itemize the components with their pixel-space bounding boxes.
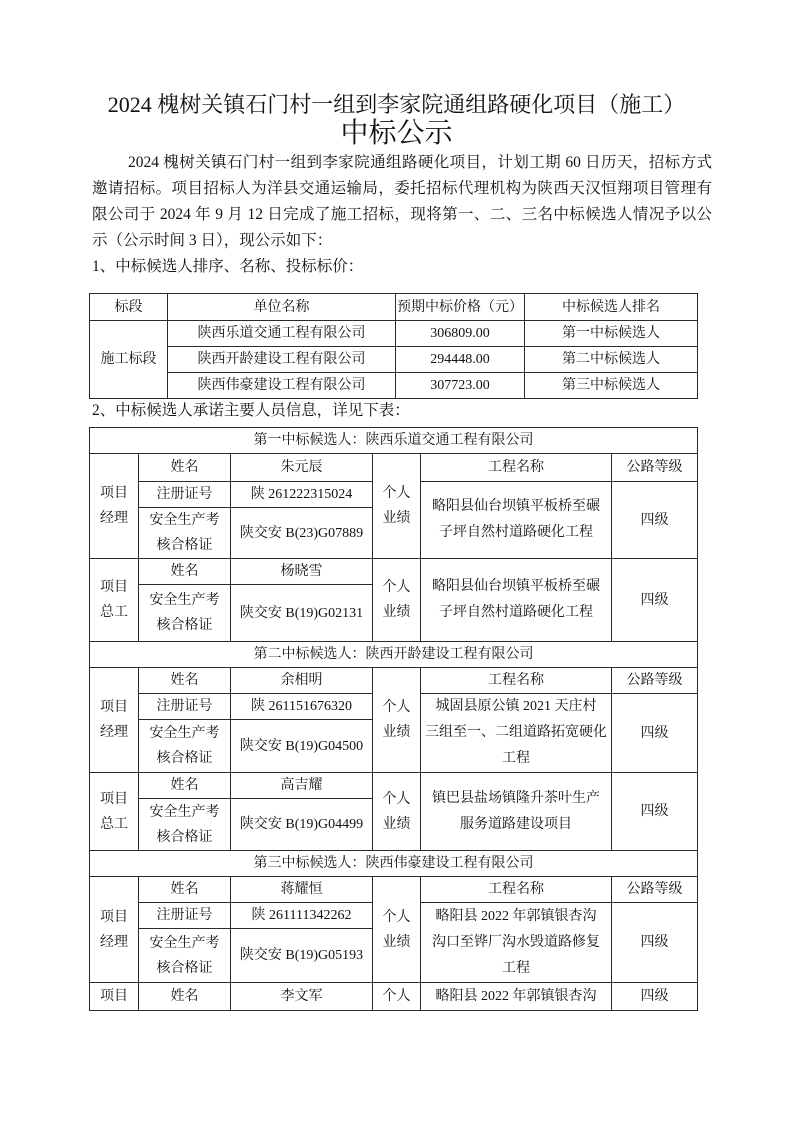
performance-label: 个人 — [373, 983, 421, 1011]
safety-cert-label — [139, 929, 231, 983]
candidate-header: 第一中标候选人：陕西乐道交通工程有限公司 — [90, 428, 698, 454]
road-grade-header: 公路等级 — [612, 454, 698, 482]
name-value: 杨晓雪 — [231, 559, 373, 585]
safety-cert-value: 陕交安 B(19)G05193 — [231, 929, 373, 983]
intro-line: 限公司于 2024 年 9 月 12 日完成了施工招标，现将第一、二、三名中标候选人情况予以公 — [92, 206, 712, 223]
reg-no-value: 陕 261222315024 — [231, 482, 373, 508]
name-value: 朱元辰 — [231, 454, 373, 482]
name-value: 李文军 — [231, 983, 373, 1011]
road-grade-value: 四级 — [612, 983, 698, 1011]
table-row — [90, 559, 698, 585]
company-cell: 陕西开龄建设工程有限公司 — [168, 347, 396, 373]
candidate-header-row — [90, 428, 698, 454]
table-row — [90, 983, 698, 1011]
project-name-line: 子坪自然村道路硬化工程 — [439, 605, 593, 620]
role-text: 总工 — [100, 605, 128, 620]
safety-cert-label-text: 核合格证 — [156, 829, 213, 845]
project-name-value — [421, 694, 612, 773]
role-text: 项目 — [100, 580, 128, 595]
reg-no-value: 陕 261151676320 — [231, 694, 373, 720]
role-cell — [90, 773, 139, 851]
role-text: 项目 — [100, 486, 128, 501]
role-cell: 项目 — [90, 983, 139, 1011]
segment-cell: 施工标段 — [90, 321, 168, 399]
safety-cert-value: 陕交安 B(19)G04500 — [231, 720, 373, 773]
name-label: 姓名 — [139, 773, 231, 799]
company-cell: 陕西乐道交通工程有限公司 — [168, 321, 396, 347]
role-text: 总工 — [100, 816, 128, 832]
intro-paragraph — [92, 150, 712, 254]
intro-line: 邀请招标。项目招标人为洋县交通运输局，委托招标代理机构为陕西天汉恒翔项目管理有 — [92, 180, 712, 197]
safety-cert-label — [139, 585, 231, 642]
performance-text: 个人 — [382, 700, 411, 715]
safety-cert-label — [139, 799, 231, 851]
rank-cell: 第二中标候选人 — [525, 347, 698, 373]
name-label: 姓名 — [139, 983, 231, 1011]
road-grade-value: 四级 — [612, 694, 698, 773]
table-row — [90, 668, 698, 694]
performance-text: 业绩 — [382, 934, 411, 950]
table-row — [90, 373, 698, 399]
safety-cert-label-text: 核合格证 — [156, 960, 213, 976]
performance-text: 个人 — [382, 791, 411, 807]
project-name-line: 工程 — [502, 751, 530, 766]
price-cell: 294448.00 — [396, 347, 525, 373]
role-text: 经理 — [100, 725, 128, 740]
column-header-price: 预期中标价格（元） — [396, 294, 525, 321]
column-header-segment: 标段 — [90, 294, 168, 321]
performance-text: 业绩 — [382, 511, 411, 526]
role-cell — [90, 877, 139, 983]
project-name-line: 略阳县仙台坝镇平板桥至碾 — [432, 579, 600, 594]
price-cell: 306809.00 — [396, 321, 525, 347]
project-name-value — [421, 773, 612, 851]
column-header-company: 单位名称 — [168, 294, 396, 321]
candidate-header-row — [90, 642, 698, 668]
company-cell: 陕西伟豪建设工程有限公司 — [168, 373, 396, 399]
safety-cert-label-text: 核合格证 — [156, 538, 213, 553]
column-header-rank: 中标候选人排名 — [525, 294, 698, 321]
project-name-line: 工程 — [502, 960, 530, 976]
road-grade-value: 四级 — [612, 903, 698, 983]
name-label: 姓名 — [139, 559, 231, 585]
project-name-value — [421, 482, 612, 559]
reg-no-label: 注册证号 — [139, 903, 231, 929]
reg-no-value: 陕 261111342262 — [231, 903, 373, 929]
safety-cert-label-text: 安全生产考 — [149, 513, 220, 528]
safety-cert-label-text: 安全生产考 — [149, 804, 220, 820]
personnel-table — [89, 427, 698, 1011]
road-grade-value: 四级 — [612, 559, 698, 642]
reg-no-label: 注册证号 — [139, 694, 231, 720]
performance-text: 业绩 — [382, 605, 411, 620]
table-row — [90, 321, 698, 347]
project-name-header: 工程名称 — [421, 668, 612, 694]
safety-cert-label-text: 安全生产考 — [149, 935, 220, 951]
intro-line: 示（公示时间 3 日），现公示如下： — [92, 232, 333, 249]
road-grade-header: 公路等级 — [612, 877, 698, 903]
project-name-line: 子坪自然村道路硬化工程 — [439, 525, 593, 540]
rank-cell: 第三中标候选人 — [525, 373, 698, 399]
performance-text: 业绩 — [382, 816, 411, 832]
project-name-value — [421, 903, 612, 983]
role-text: 项目 — [100, 700, 128, 715]
table-row — [90, 347, 698, 373]
project-name-line: 略阳县 2022 年郭镇银杏沟 — [435, 908, 597, 924]
table-row — [90, 773, 698, 799]
project-name-line: 沟口至铧厂沟水毁道路修复 — [432, 934, 600, 950]
road-grade-header: 公路等级 — [612, 668, 698, 694]
table-row — [90, 454, 698, 482]
role-text: 经理 — [100, 511, 128, 526]
role-text: 项目 — [100, 791, 128, 807]
performance-text: 个人 — [382, 486, 411, 501]
section-heading-ranking: 1、中标候选人排序、名称、投标标价： — [92, 258, 364, 275]
performance-label — [373, 773, 421, 851]
name-value: 余相明 — [231, 668, 373, 694]
candidate-header-row — [90, 851, 698, 877]
performance-text: 个人 — [382, 909, 411, 925]
name-value: 蒋耀恒 — [231, 877, 373, 903]
safety-cert-label-text: 安全生产考 — [149, 726, 220, 742]
performance-label — [373, 877, 421, 983]
safety-cert-value: 陕交安 B(23)G07889 — [231, 508, 373, 559]
role-text: 经理 — [100, 934, 128, 950]
document-title: 2024 槐树关镇石门村一组到李家院通组路硬化项目（施工） — [107, 92, 686, 117]
project-name-header: 工程名称 — [421, 877, 612, 903]
road-grade-value: 四级 — [612, 773, 698, 851]
name-label: 姓名 — [139, 454, 231, 482]
document-subtitle: 中标公示 — [340, 118, 453, 149]
safety-cert-value: 陕交安 B(19)G04499 — [231, 799, 373, 851]
rank-cell: 第一中标候选人 — [525, 321, 698, 347]
project-name-value: 略阳县 2022 年郭镇银杏沟 — [421, 983, 612, 1011]
project-name-line: 三组至一、二组道路拓宽硬化 — [425, 725, 607, 740]
name-label: 姓名 — [139, 877, 231, 903]
section-heading-personnel: 2、中标候选人承诺主要人员信息，详见下表： — [92, 402, 410, 419]
safety-cert-label-text: 核合格证 — [156, 751, 213, 767]
name-value: 高吉耀 — [231, 773, 373, 799]
intro-line: 2024 槐树关镇石门村一组到李家院通组路硬化项目，计划工期 60 日历天，招标方式 — [128, 154, 712, 171]
project-name-line: 略阳县仙台坝镇平板桥至碾 — [432, 499, 600, 514]
project-name-line: 城固县原公镇 2021 天庄村 — [435, 699, 597, 714]
role-text: 项目 — [100, 909, 128, 925]
role-cell — [90, 559, 139, 642]
road-grade-value: 四级 — [612, 482, 698, 559]
safety-cert-value: 陕交安 B(19)G02131 — [231, 585, 373, 642]
candidate-header: 第三中标候选人：陕西伟豪建设工程有限公司 — [90, 851, 698, 877]
performance-label — [373, 668, 421, 773]
performance-label — [373, 559, 421, 642]
project-name-value — [421, 559, 612, 642]
ranking-table — [89, 293, 698, 399]
role-cell — [90, 454, 139, 559]
safety-cert-label — [139, 720, 231, 773]
reg-no-label: 注册证号 — [139, 482, 231, 508]
safety-cert-label-text: 核合格证 — [156, 618, 213, 633]
performance-label — [373, 454, 421, 559]
table-row — [90, 877, 698, 903]
safety-cert-label — [139, 508, 231, 559]
price-cell: 307723.00 — [396, 373, 525, 399]
project-name-line: 镇巴县盐场镇隆升茶叶生产 — [432, 790, 600, 806]
project-name-header: 工程名称 — [421, 454, 612, 482]
performance-text: 个人 — [382, 580, 411, 595]
safety-cert-label-text: 安全生产考 — [149, 593, 220, 608]
performance-text: 业绩 — [382, 725, 411, 740]
project-name-line: 服务道路建设项目 — [460, 816, 572, 832]
candidate-header: 第二中标候选人：陕西开龄建设工程有限公司 — [90, 642, 698, 668]
role-cell — [90, 668, 139, 773]
ranking-table-header-row — [90, 294, 698, 321]
name-label: 姓名 — [139, 668, 231, 694]
